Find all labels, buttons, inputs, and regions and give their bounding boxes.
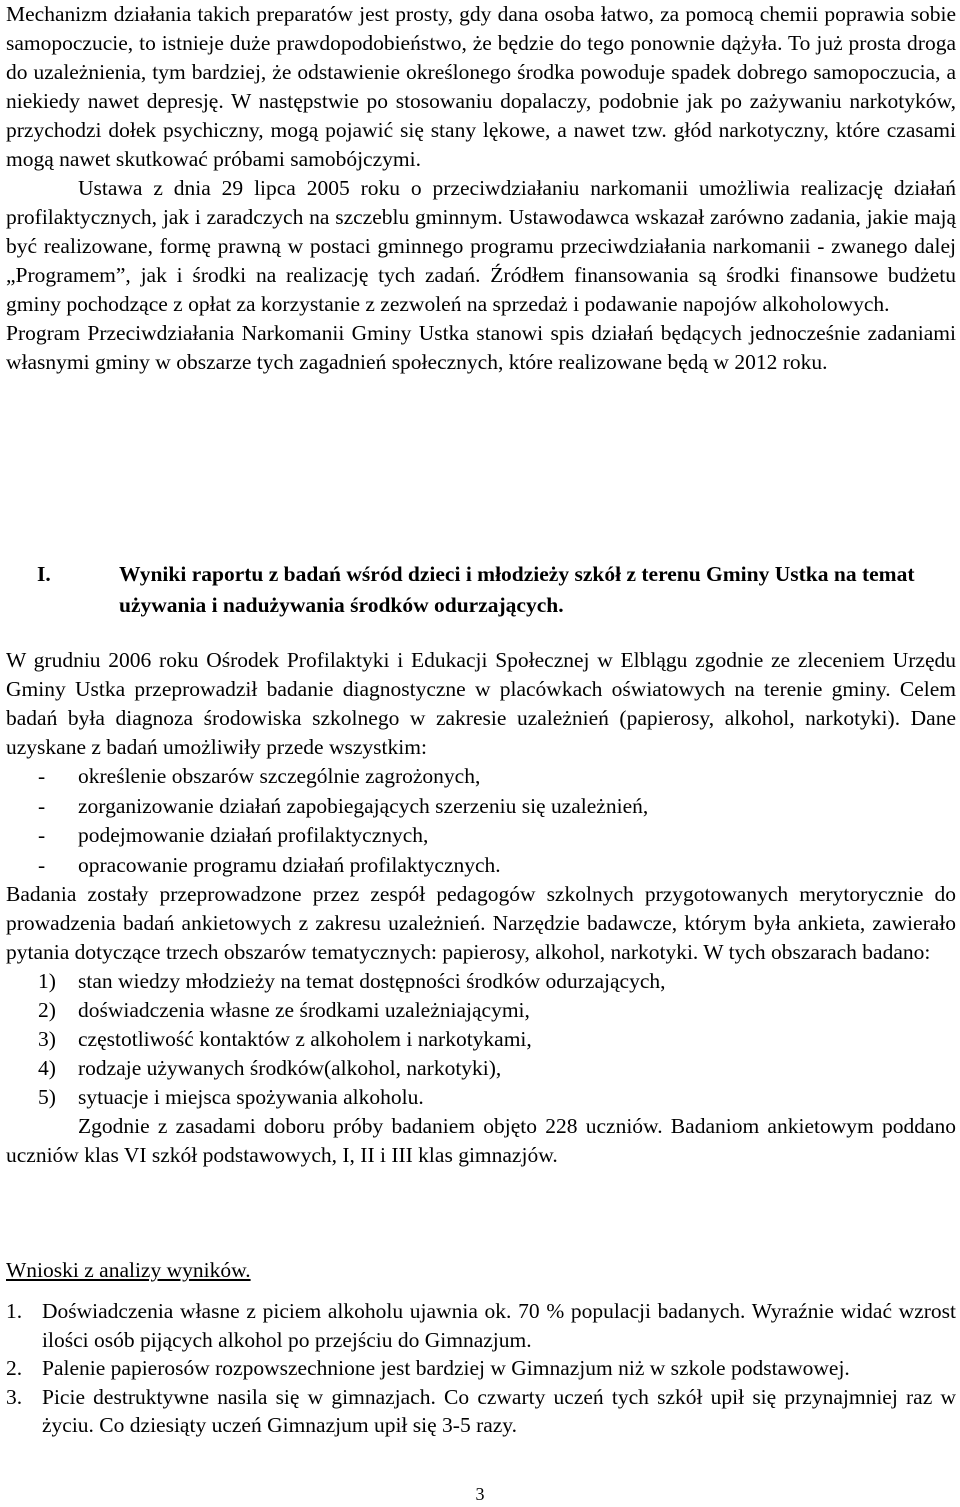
list-item: - podejmowanie działań profilaktycznych, [6, 821, 956, 851]
conclusions-title: Wnioski z analizy wyników. [6, 1258, 251, 1282]
paragraph-law: Ustawa z dnia 29 lipca 2005 roku o przeciwdziałaniu narkomanii umożliwia realizację działań profilaktycznych, jak i zaradczych na szczeblu gminnym. Ustawodawca wskazał zarówno zadania, jakie mają być realizowane, formę prawną w postaci gminnego programu przeciwdziałania narkomanii - zwanego dalej „Programem”, jak i środki na realizację tych zadań. Źródłem finansowania są środki finansowe budżetu gminy pochodzące z opłat za korzystanie z zezwoleń na sprzedaż i podawanie napojów alkoholowych. [6, 176, 956, 316]
dash-marker: - [38, 793, 46, 818]
list-item: - opracowanie programu działań profilaktycznych. [6, 851, 956, 881]
dash-marker: - [38, 764, 46, 788]
paragraph-mechanism: Mechanizm działania takich preparatów jest prosty, gdy dana osoba łatwo, za pomocą chemii poprawia sobie samopoczucie, to istnieje duże prawdopodobieństwo, że będzie do tego ponownie dążyła. To już prosta droga do uzależnienia, tym bardziej, że odstawienie określonego środka powoduje spadek dobrego samopoczucia, a niekiedy nawet depresję. W następstwie po stosowaniu dopalaczy, podobnie jak po zażywaniu narkotyków, przychodzi dołek psychiczny, mogą pojawić się stany lękowe, a nawet tzw. głód narkotyczny, które czasami mogą nawet skutkować próbami samobójczymi. [6, 2, 956, 171]
intro-block [6, 0, 956, 377]
list-item: 3. Picie destruktywne nasila się w gimnazjach. Co czwarty uczeń tych szkół upił się przynajmniej raz w życiu. Co dziesiąty uczeń Gimnazjum upił się 3-5 razy. [6, 1384, 956, 1437]
list-item: - określenie obszarów szczególnie zagrożonych, [6, 762, 956, 792]
paragraph-program: Program Przeciwdziałania Narkomanii Gminy Ustka stanowi spis działań będących jednocześnie zadaniami własnymi gminy w obszarze tych zagadnień społecznych, które realizowane będą w 2012 roku. [6, 321, 956, 374]
section-number: I. [37, 562, 51, 586]
list-item: 2. Palenie papierosów rozpowszechnione jest bardziej w Gimnazjum niż w szkole podstawowej. [6, 1356, 850, 1380]
research-block [6, 646, 956, 1170]
list-item: 3) częstotliwość kontaktów z alkoholem i narkotykami, [38, 1027, 532, 1051]
list-item: 1) stan wiedzy młodzieży na temat dostępności środków odurzających, [38, 969, 666, 993]
dash-marker: - [38, 823, 46, 847]
list-item: 4) rodzaje używanych środków(alkohol, narkotyki), [38, 1056, 502, 1080]
conclusions-block [6, 1256, 956, 1440]
paragraph-survey: Badania zostały przeprowadzone przez zespół pedagogów szkolnych przygotowanych merytorycznie do prowadzenia badań ankietowych z zakresu uzależnień. Narzędzie badawcze, którym była ankieta, zawierało pytania dotyczące trzech obszarów tematycznych: papierosy, alkohol, narkotyki. W tych obszarach badano: [6, 882, 956, 964]
goals-list [6, 762, 956, 880]
page-number: 3 [475, 1484, 485, 1504]
list-item: 5) sytuacje i miejsca spożywania alkoholu. [38, 1085, 424, 1109]
conclusions-list [6, 1297, 956, 1440]
section-title: Wyniki raportu z badań wśród dzieci i młodzieży szkół z terenu Gminy Ustka na temat używania i nadużywania środków odurzających. [119, 562, 915, 617]
list-item: 1. Doświadczenia własne z piciem alkoholu ujawnia ok. 70 % populacji badanych. Wyraźnie widać wzrost ilości osób pijących alkohol po przejściu do Gimnazjum. [6, 1299, 956, 1352]
paragraph-sample: Zgodnie z zasadami doboru próby badaniem objęto 228 uczniów. Badaniom ankietowym poddano uczniów klas VI szkół podstawowych, I, II i III klas gimnazjów. [6, 1114, 956, 1167]
list-item: 2) doświadczenia własne ze środkami uzależniającymi, [38, 998, 530, 1022]
paragraph-research-intro: W grudniu 2006 roku Ośrodek Profilaktyki i Edukacji Społecznej w Elblągu zgodnie ze zleceniem Urzędu Gminy Ustka przeprowadził badanie diagnostyczne w placówkach oświatowych na terenie gminy. Celem badań była diagnoza środowiska szkolnego w zakresie uzależnień (papierosy, alkohol, narkotyki). Dane uzyskane z badań umożliwiły przede wszystkim: [6, 648, 956, 759]
areas-list [6, 967, 956, 1112]
list-item: - zorganizowanie działań zapobiegających szerzeniu się uzależnień, [6, 792, 956, 822]
dash-marker: - [38, 852, 46, 877]
